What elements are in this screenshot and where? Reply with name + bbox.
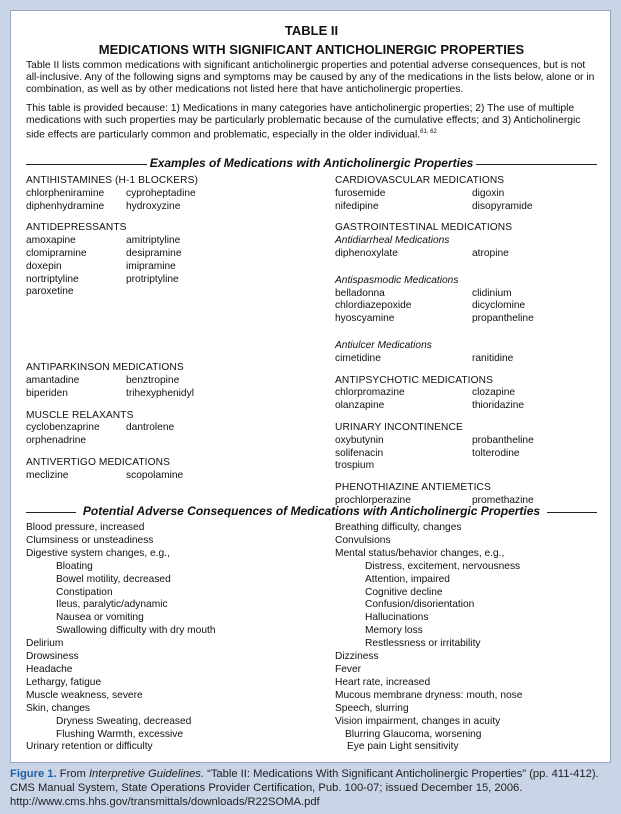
adverse-item: Muscle weakness, severe [26,689,143,701]
adverse-item: Restlessness or irritability [365,638,481,650]
med-group-title: ANTIPARKINSON MEDICATIONS [26,362,184,374]
adverse-item: Breathing difficulty, changes [335,522,462,533]
med-name: disopyramide [472,200,533,212]
med-group [26,222,326,299]
med-name: chlorpromazine [335,387,405,399]
med-group-title: URINARY INCONTINENCE [335,421,463,433]
adverse-item: Hallucinations [365,612,429,624]
med-name: chlordiazepoxide [335,300,412,312]
adverse-item: Convulsions [335,534,391,546]
med-name: imipramine [126,260,176,272]
med-name: hyoscyamine [335,313,395,325]
med-row [26,201,326,214]
adverse-item: Bloating [56,560,93,572]
med-group-title: CARDIOVASCULAR MEDICATIONS [335,175,505,186]
med-name: cyclobenzaprine [26,422,100,434]
med-group [335,340,605,366]
adverse-item: Ileus, paralytic/adynamic [56,599,168,611]
med-name: biperiden [26,387,68,399]
med-name: meclizine [26,469,69,481]
adverse-item: Swallowing difficulty with dry mouth [56,625,216,637]
med-name: desipramine [126,247,182,259]
med-name: clomipramine [26,247,87,259]
med-group [26,410,326,448]
figure-caption [10,767,611,809]
med-row [26,248,326,261]
med-group [26,362,326,400]
adverse-item: Memory loss [365,625,423,637]
med-subgroup-title: Antidiarrheal Medications [335,235,450,247]
med-row [335,353,605,366]
purpose-paragraph [26,103,598,141]
med-row [26,261,326,274]
med-name: doxepin [26,260,62,272]
med-name: atropine [472,247,509,259]
adverse-item: Speech, slurring [335,702,409,714]
med-group [26,175,326,213]
adverse-item: Nausea or vomiting [56,612,144,624]
adverse-right-column [335,522,522,754]
med-row [26,235,326,248]
med-row [335,288,605,301]
adverse-item: Blood pressure, increased [26,522,145,533]
med-group-title: MUSCLE RELAXANTS [26,409,134,421]
med-group-title: GASTROINTESTINAL MEDICATIONS [335,222,513,234]
table-panel [10,10,611,763]
med-row [335,248,605,261]
med-name: cimetidine [335,352,381,364]
med-name: promethazine [472,494,534,506]
med-name: hydroxyzine [126,200,181,212]
adverse-item: Mucous membrane dryness: mouth, nose [335,689,523,701]
purpose-refs: 61, 62 [420,128,437,135]
med-name: trihexyphenidyl [126,387,194,399]
med-row [26,375,326,388]
adverse-item: Skin, changes [26,702,90,714]
med-group [26,457,326,483]
med-name: furosemide [335,187,386,199]
adverse-item: Fever [335,663,362,675]
med-row [26,286,326,299]
med-row [335,300,605,313]
adverse-heading: Potential Adverse Consequences of Medications with Anticholinergic Properties [82,504,541,518]
examples-heading: Examples of Medications with Anticholinergic Properties [149,156,474,170]
med-name: cyproheptadine [126,187,196,199]
med-name: oxybutynin [335,434,384,446]
adverse-item: Urinary retention or difficulty [26,741,153,753]
med-row [26,388,326,401]
med-name: chlorpheniramine [26,187,105,199]
med-name: ranitidine [472,352,514,364]
caption-from: From [59,768,86,780]
med-row [335,400,605,413]
med-row [26,422,326,435]
med-name: diphenoxylate [335,247,398,259]
med-name: scopolamine [126,469,184,481]
med-row [335,435,605,448]
med-name: solifenacin [335,447,384,459]
adverse-item: Dizziness [335,651,379,663]
med-row [26,274,326,287]
adverse-item: Mental status/behavior changes, e.g., [335,547,505,559]
med-group [335,222,605,260]
adverse-item: Distress, excitement, nervousness [365,560,521,572]
adverse-item: Bowel motility, decreased [56,573,171,585]
adverse-item: Constipation [56,586,113,598]
med-row [335,313,605,326]
med-name: trospium [335,460,375,472]
med-subgroup-title: Antiulcer Medications [335,339,432,351]
caption-rest: “Table II: Medications With Significant Anticholinergic Properties” (pp. 411-412). CMS Manual System, State Operations Provider Certification, Pub. 100-07; issued December 15, 2006. http://www.cms.hhs.gov/transmittals/downloads/R22SOMA.pdf [10,768,599,808]
med-group-title: ANTIVERTIGO MEDICATIONS [26,456,170,468]
table-label: TABLE II [284,23,339,38]
med-group [335,375,605,413]
med-name: amantadine [26,374,80,386]
med-name: diphenhydramine [26,200,105,212]
med-name: nortriptyline [26,273,79,285]
med-name: nifedipine [335,200,379,212]
med-row [335,460,605,473]
med-group [335,422,605,473]
med-name: dantrolene [126,422,175,434]
med-group-title: ANTIDEPRESSANTS [26,222,127,234]
med-row [26,435,326,448]
adverse-item: Headache [26,663,73,675]
examples-left-column [26,175,326,492]
med-name: olanzapine [335,400,385,412]
adverse-item: Eye pain Light sensitivity [347,741,459,753]
adverse-item: Clumsiness or unsteadiness [26,534,154,546]
med-name: dicyclomine [472,300,526,312]
adverse-item: Cognitive decline [365,586,443,598]
med-name: benztropine [126,374,180,386]
med-name: tolterodine [472,447,520,459]
med-name: digoxin [472,187,505,199]
adverse-item: Flushing Warmth, excessive [56,728,184,740]
purpose-text: This table is provided because: 1) Medications in many categories have anticholinergic properties; 2) The use of multiple medications with such properties may be particularly problematic because of the cumulative effects; and 3) Anticholinergic side effects are particularly common and problematic, especially in the older individual. [26,103,581,141]
med-group-title: ANTIPSYCHOTIC MEDICATIONS [335,374,493,386]
med-name: belladonna [335,287,385,299]
adverse-item: Digestive system changes, e.g., [26,547,170,559]
adverse-left-column [26,522,215,754]
med-subgroup-title: Antispasmodic Medications [335,274,459,286]
med-row [26,470,326,483]
adverse-item: Delirium [26,638,64,650]
med-name: amoxapine [26,235,76,247]
adverse-item: Drowsiness [26,651,79,663]
med-name: clidinium [472,287,512,299]
med-group-title: PHENOTHIAZINE ANTIEMETICS [335,482,491,494]
med-name: protriptyline [126,273,179,285]
examples-right-column [335,175,605,517]
adverse-item: Attention, impaired [365,573,450,585]
med-row [335,188,605,201]
med-name: paroxetine [26,286,74,298]
med-name: prochlorperazine [335,494,411,506]
med-name: thioridazine [472,400,525,412]
adverse-item: Dryness Sweating, decreased [56,715,192,727]
med-name: propantheline [472,313,534,325]
adverse-item: Vision impairment, changes in acuity [335,715,501,727]
table-title: MEDICATIONS WITH SIGNIFICANT ANTICHOLINERGIC PROPERTIES [98,42,525,57]
med-group-title: ANTIHISTAMINES (H-1 BLOCKERS) [26,175,198,186]
adverse-item: Lethargy, fatigue [26,676,102,688]
med-name: probantheline [472,434,534,446]
med-row [335,387,605,400]
med-name: orphenadrine [26,435,87,447]
adverse-item: Blurring Glaucoma, worsening [345,728,482,740]
adverse-item: Heart rate, increased [335,676,431,688]
adverse-item: Confusion/disorientation [365,599,475,611]
caption-source-title: Interpretive Guidelines. [88,768,204,780]
med-name: clozapine [472,387,516,399]
med-row [26,188,326,201]
intro-text: Table II lists common medications with significant anticholinergic properties and potential adverse consequences, but is not all-inclusive. Any of the following signs and symptoms may be caused by any of the medications in the lists below, alone or in combination, as well as by other medications not listed here that have anticholinergic properties. [26,60,595,95]
med-group [335,175,605,213]
caption-figure-label: Figure 1. [10,768,57,780]
med-group [335,275,605,326]
med-name: amitriptyline [126,235,181,247]
med-row [335,201,605,214]
med-row [335,448,605,461]
intro-paragraph [26,60,598,95]
